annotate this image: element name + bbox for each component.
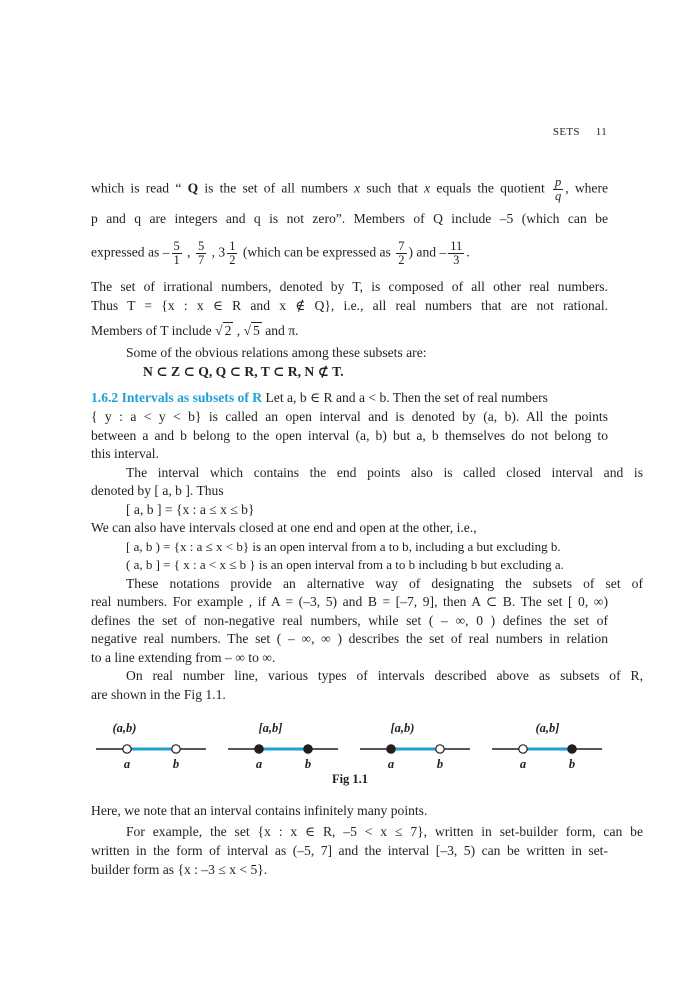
interval-label: [a,b) — [390, 721, 415, 735]
open-endpoint-a — [123, 745, 131, 753]
math-line: [ a, b ) = {x : a ≤ x < b} is an open interval from a to b, including a but excluding b. — [126, 539, 561, 554]
paragraph-line: p and q are integers and q is not zero”. Members of Q include –5 (which can be — [91, 211, 608, 226]
open-endpoint-b — [436, 745, 444, 753]
open-endpoint-a — [519, 745, 527, 753]
endpoint-label-a: a — [123, 757, 131, 771]
closed-endpoint-a — [387, 745, 395, 753]
paragraph-line: The interval which contains the end points also is called closed interval and is — [126, 465, 643, 480]
paragraph-line: expressed as – $\frac{5}{1}$ , $\frac{5}{7}$ , 3 $\frac{1}{2}$ (which can be expressed as $\frac{7}{2}$ ) and – $\frac{11}{3}$ . — [91, 239, 470, 267]
endpoint-label-b: b — [304, 757, 312, 771]
fraction: $\frac{5}{1}$ — [173, 239, 180, 267]
closed-endpoint-b — [568, 745, 576, 753]
sqrt-2: √ 2 — [215, 323, 232, 338]
math-line: [ a, b ] = {x : a ≤ x ≤ b} — [126, 502, 255, 517]
paragraph-line: On real number line, various types of intervals described above as subsets of R, — [126, 668, 643, 683]
paragraph-line: The set of irrational numbers, denoted by T, is composed of all other real numbers. — [91, 279, 608, 294]
running-header — [553, 126, 607, 138]
endpoint-label-b: b — [568, 757, 576, 771]
fraction: $\frac{1}{2}$ — [229, 239, 236, 267]
paragraph-line: to a line extending from – ∞ to ∞. — [91, 650, 276, 665]
paragraph-line: negative real numbers. The set ( – ∞, ∞ ) describes the set of real numbers in relation — [91, 631, 608, 646]
paragraph-line: are shown in the Fig 1.1. — [91, 687, 226, 702]
math-line: ( a, b ] = { x : a < x ≤ b } is an open interval from a to b including b but excluding a. — [126, 557, 564, 572]
paragraph-line: Here, we note that an interval contains infinitely many points. — [91, 803, 428, 818]
fraction: $\frac{5}{7}$ — [197, 239, 205, 267]
endpoint-label-b: b — [436, 757, 444, 771]
paragraph-line: denoted by [ a, b ]. Thus — [91, 483, 224, 498]
endpoint-label-a: a — [387, 757, 395, 771]
paragraph-line: For example, the set {x : x ∈ R, –5 < x ≤ 7}, written in set-builder form, can be — [126, 824, 643, 839]
paragraph-line: These notations provide an alternative way of designating the subsets of set of — [126, 576, 643, 591]
interval-label: [a,b] — [258, 721, 283, 735]
page-number: 11 — [595, 126, 607, 138]
fraction: $\frac{7}{2}$ — [398, 239, 405, 267]
closed-endpoint-b — [304, 745, 312, 753]
fraction: $\frac{11}{3}$ — [450, 239, 463, 267]
section-heading-line: 1.6.2 Intervals as subsets of R Let a, b ∈ R and a < b. Then the set of real numbers — [91, 390, 548, 405]
paragraph-line: defines the set of non-negative real numbers, while set ( – ∞, 0 ) defines the set of — [91, 613, 608, 628]
paragraph-line: Some of the obvious relations among these subsets are: — [126, 345, 427, 360]
section-heading: 1.6.2 Intervals as subsets of R — [91, 390, 263, 405]
paragraph-line: builder form as {x : –3 ≤ x < 5}. — [91, 862, 268, 877]
paragraph-line: real numbers. For example , if A = (–3, 5) and B = [–7, 9], then A ⊂ B. The set [ 0, ∞) — [91, 594, 608, 609]
paragraph-line: this interval. — [91, 446, 159, 461]
closed-endpoint-a — [255, 745, 263, 753]
paragraph-line: between a and b belong to the open interval (a, b) but a, b themselves do not belong to — [91, 428, 608, 443]
interval-label: (a,b) — [112, 721, 137, 735]
endpoint-label-a: a — [255, 757, 263, 771]
endpoint-label-a: a — [519, 757, 527, 771]
paragraph-line: which is read “ Q is the set of all numbers x such that x equals the quotient $\frac{p}{q}$ , where — [91, 175, 609, 203]
paragraph-line: { y : a < y < b} is called an open interval and is denoted by (a, b). All the points — [91, 409, 608, 424]
figure-caption: Fig 1.1 — [331, 772, 369, 786]
fraction-p-over-q: $\frac{p}{q}$ — [554, 175, 562, 203]
paragraph-line: Thus T = {x : x ∈ R and x ∉ Q}, i.e., all real numbers that are not rational. — [91, 298, 608, 313]
open-endpoint-b — [172, 745, 180, 753]
endpoint-label-b: b — [172, 757, 180, 771]
paragraph-line: Members of T include √ 2 , √ 5 and π. — [91, 323, 299, 338]
interval-label: (a,b] — [535, 721, 560, 735]
set-relations: N ⊂ Z ⊂ Q, Q ⊂ R, T ⊂ R, N ⊄ T. — [143, 364, 344, 379]
header-section: SETS — [552, 126, 580, 138]
sqrt-5: √ 5 — [243, 323, 260, 338]
paragraph-line: We can also have intervals closed at one end and open at the other, i.e., — [91, 520, 477, 535]
paragraph-line: written in the form of interval as (–5, 7] and the interval [–3, 5) can be written in set- — [91, 843, 608, 858]
